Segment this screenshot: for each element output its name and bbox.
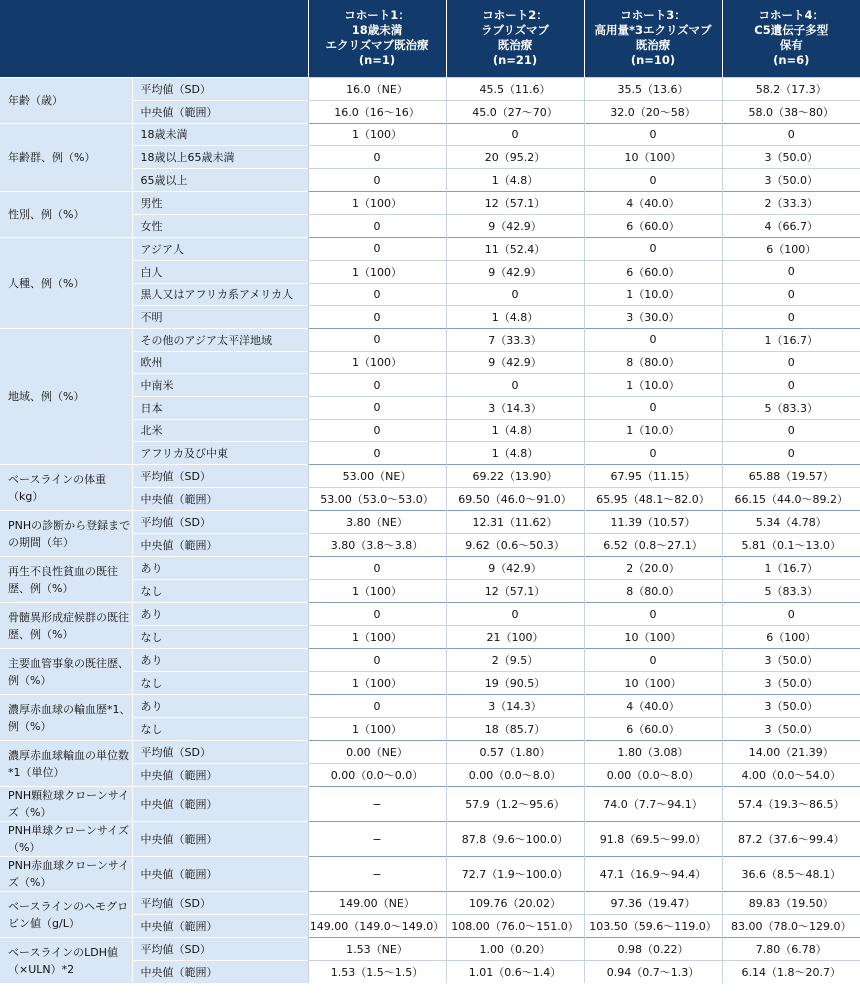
category-label: 人種、例（%）	[0, 238, 132, 329]
header-cohort-1	[308, 0, 446, 77]
value-cell-cohort-2: 69.22（13.90）	[446, 465, 584, 488]
subcategory-label: 平均値（SD）	[132, 465, 308, 488]
value-cell-cohort-1: 1（100）	[308, 351, 446, 374]
subcategory-label: 平均値（SD）	[132, 77, 308, 100]
value-cell-cohort-1: 0	[308, 396, 446, 419]
header-line: 保有	[779, 38, 803, 53]
value-cell-cohort-3: 6（60.0）	[584, 215, 722, 238]
value-cell-cohort-3: 11.39（10.57）	[584, 511, 722, 534]
header-line: 18歳未満	[351, 23, 403, 38]
table-row	[0, 557, 860, 580]
subcategory-label: 女性	[132, 215, 308, 238]
value-cell-cohort-3: 8（80.0）	[584, 580, 722, 603]
value-cell-cohort-1: 1.53（NE）	[308, 938, 446, 961]
value-cell-cohort-2: 108.00（76.0〜151.0）	[446, 915, 584, 938]
value-cell-cohort-2: 69.50（46.0〜91.0）	[446, 488, 584, 511]
category-label: 再生不良性貧血の既往歴、例（%）	[0, 557, 132, 603]
value-cell-cohort-3: 8（80.0）	[584, 351, 722, 374]
subcategory-label: アフリカ及び中東	[132, 442, 308, 465]
value-cell-cohort-2: 0	[446, 283, 584, 306]
header-cohort-3	[584, 0, 722, 77]
value-cell-cohort-4: 1（16.7）	[722, 557, 860, 580]
header-line: コホート4：	[758, 8, 824, 23]
value-cell-cohort-3: 0	[584, 603, 722, 626]
category-label: 骨髄異形成症候群の既往歴、例（%）	[0, 603, 132, 649]
subcategory-label: あり	[132, 557, 308, 580]
subcategory-label: なし	[132, 580, 308, 603]
value-cell-cohort-3: 4（40.0）	[584, 695, 722, 718]
value-cell-cohort-2: 1.01（0.6〜1.4）	[446, 960, 584, 983]
header-line: (n=6)	[773, 53, 810, 68]
value-cell-cohort-2: 1（4.8）	[446, 306, 584, 329]
value-cell-cohort-4: 6.14（1.8〜20.7）	[722, 960, 860, 983]
value-cell-cohort-1: 149.00（149.0〜149.0）	[308, 915, 446, 938]
value-cell-cohort-1: 0	[308, 169, 446, 192]
value-cell-cohort-4: 4.00（0.0〜54.0）	[722, 764, 860, 787]
value-cell-cohort-2: 12.31（11.62）	[446, 511, 584, 534]
value-cell-cohort-1: 0	[308, 419, 446, 442]
value-cell-cohort-1: −	[308, 822, 446, 857]
category-label: 年齢（歳）	[0, 77, 132, 123]
subcategory-label: 18歳未満	[132, 123, 308, 146]
value-cell-cohort-3: 0.00（0.0〜8.0）	[584, 764, 722, 787]
subcategory-label: 中央値（範囲）	[132, 960, 308, 983]
subcategory-label: 不明	[132, 306, 308, 329]
value-cell-cohort-1: 0	[308, 215, 446, 238]
value-cell-cohort-3: 0	[584, 329, 722, 352]
value-cell-cohort-1: 0	[308, 329, 446, 352]
value-cell-cohort-3: 97.36（19.47）	[584, 892, 722, 915]
category-label: PNH顆粒球クローンサイズ（%）	[0, 787, 132, 822]
value-cell-cohort-2: 72.7（1.9〜100.0）	[446, 857, 584, 892]
subcategory-label: 男性	[132, 192, 308, 215]
value-cell-cohort-3: 6.52（0.8〜27.1）	[584, 534, 722, 557]
value-cell-cohort-4: 1（16.7）	[722, 329, 860, 352]
value-cell-cohort-1: 16.0（NE）	[308, 77, 446, 100]
subcategory-label: あり	[132, 695, 308, 718]
value-cell-cohort-3: 0.98（0.22）	[584, 938, 722, 961]
header-line: コホート2：	[482, 8, 548, 23]
value-cell-cohort-4: 6（100）	[722, 238, 860, 261]
value-cell-cohort-2: 11（52.4）	[446, 238, 584, 261]
subcategory-label: 中央値（範囲）	[132, 764, 308, 787]
category-label: 年齢群、例（%）	[0, 123, 132, 192]
value-cell-cohort-2: 19（90.5）	[446, 672, 584, 695]
value-cell-cohort-1: 53.00（53.0〜53.0）	[308, 488, 446, 511]
value-cell-cohort-2: 1.00（0.20）	[446, 938, 584, 961]
value-cell-cohort-4: 0	[722, 419, 860, 442]
value-cell-cohort-4: 2（33.3）	[722, 192, 860, 215]
subcategory-label: なし	[132, 718, 308, 741]
value-cell-cohort-1: 53.00（NE）	[308, 465, 446, 488]
subcategory-label: その他のアジア太平洋地域	[132, 329, 308, 352]
value-cell-cohort-4: 0	[722, 603, 860, 626]
subcategory-label: 平均値（SD）	[132, 892, 308, 915]
header-cohort-4	[722, 0, 860, 77]
table-row	[0, 695, 860, 718]
value-cell-cohort-3: 0	[584, 169, 722, 192]
table-row	[0, 123, 860, 146]
value-cell-cohort-4: 3（50.0）	[722, 695, 860, 718]
value-cell-cohort-2: 12（57.1）	[446, 192, 584, 215]
value-cell-cohort-4: 3（50.0）	[722, 649, 860, 672]
value-cell-cohort-4: 87.2（37.6〜99.4）	[722, 822, 860, 857]
value-cell-cohort-1: 1（100）	[308, 192, 446, 215]
value-cell-cohort-3: 0	[584, 442, 722, 465]
value-cell-cohort-3: 1（10.0）	[584, 374, 722, 397]
value-cell-cohort-2: 7（33.3）	[446, 329, 584, 352]
table-row	[0, 741, 860, 764]
subcategory-label: 中央値（範囲）	[132, 534, 308, 557]
subcategory-label: 中央値（範囲）	[132, 488, 308, 511]
value-cell-cohort-3: 91.8（69.5〜99.0）	[584, 822, 722, 857]
subcategory-label: 平均値（SD）	[132, 741, 308, 764]
table-row	[0, 787, 860, 822]
value-cell-cohort-1: 0	[308, 283, 446, 306]
value-cell-cohort-1: 0.00（0.0〜0.0）	[308, 764, 446, 787]
value-cell-cohort-2: 57.9（1.2〜95.6）	[446, 787, 584, 822]
value-cell-cohort-4: 58.2（17.3）	[722, 77, 860, 100]
value-cell-cohort-4: 65.88（19.57）	[722, 465, 860, 488]
subcategory-label: 中南米	[132, 374, 308, 397]
subcategory-label: 中央値（範囲）	[132, 787, 308, 822]
value-cell-cohort-4: 83.00（78.0〜129.0）	[722, 915, 860, 938]
category-label: PNHの診断から登録までの期間（年）	[0, 511, 132, 557]
value-cell-cohort-4: 6（100）	[722, 626, 860, 649]
category-label: 地域、例（%）	[0, 329, 132, 465]
value-cell-cohort-3: 1（10.0）	[584, 283, 722, 306]
value-cell-cohort-1: 0	[308, 374, 446, 397]
subcategory-label: なし	[132, 626, 308, 649]
value-cell-cohort-2: 20（95.2）	[446, 146, 584, 169]
value-cell-cohort-1: 1（100）	[308, 580, 446, 603]
value-cell-cohort-3: 0.94（0.7〜1.3）	[584, 960, 722, 983]
category-label: ベースラインのヘモグロビン値（g/L）	[0, 892, 132, 938]
value-cell-cohort-1: 0	[308, 442, 446, 465]
value-cell-cohort-3: 65.95（48.1〜82.0）	[584, 488, 722, 511]
header-cohort-2	[446, 0, 584, 77]
table-row	[0, 603, 860, 626]
header-blank-cell	[0, 0, 308, 77]
value-cell-cohort-3: 1（10.0）	[584, 419, 722, 442]
value-cell-cohort-2: 1（4.8）	[446, 169, 584, 192]
value-cell-cohort-1: 3.80（3.8〜3.8）	[308, 534, 446, 557]
value-cell-cohort-2: 45.5（11.6）	[446, 77, 584, 100]
category-label: PNH単球クローンサイズ（%）	[0, 822, 132, 857]
subcategory-label: 中央値（範囲）	[132, 857, 308, 892]
category-label: 主要血管事象の既往歴、例（%）	[0, 649, 132, 695]
value-cell-cohort-2: 0	[446, 603, 584, 626]
value-cell-cohort-2: 3（14.3）	[446, 396, 584, 419]
value-cell-cohort-2: 1（4.8）	[446, 442, 584, 465]
category-label: 濃厚赤血球の輸血歴*1、例（%）	[0, 695, 132, 741]
value-cell-cohort-4: 0	[722, 351, 860, 374]
value-cell-cohort-2: 87.8（9.6〜100.0）	[446, 822, 584, 857]
value-cell-cohort-2: 9（42.9）	[446, 215, 584, 238]
value-cell-cohort-1: 0	[308, 557, 446, 580]
value-cell-cohort-1: 0	[308, 306, 446, 329]
subcategory-label: あり	[132, 649, 308, 672]
value-cell-cohort-4: 5（83.3）	[722, 580, 860, 603]
subcategory-label: 平均値（SD）	[132, 938, 308, 961]
subcategory-label: 黒人又はアフリカ系アメリカ人	[132, 283, 308, 306]
value-cell-cohort-1: 0.00（NE）	[308, 741, 446, 764]
table-row	[0, 938, 860, 961]
value-cell-cohort-1: 16.0（16〜16）	[308, 100, 446, 123]
value-cell-cohort-2: 0.57（1.80）	[446, 741, 584, 764]
value-cell-cohort-3: 32.0（20〜58）	[584, 100, 722, 123]
subcategory-label: 中央値（範囲）	[132, 915, 308, 938]
value-cell-cohort-3: 0	[584, 123, 722, 146]
value-cell-cohort-2: 3（14.3）	[446, 695, 584, 718]
value-cell-cohort-3: 3（30.0）	[584, 306, 722, 329]
value-cell-cohort-3: 0	[584, 238, 722, 261]
table-row	[0, 649, 860, 672]
category-label: ベースラインのLDH値（×ULN）*2	[0, 938, 132, 984]
value-cell-cohort-1: −	[308, 787, 446, 822]
value-cell-cohort-2: 18（85.7）	[446, 718, 584, 741]
value-cell-cohort-2: 45.0（27〜70）	[446, 100, 584, 123]
value-cell-cohort-4: 5.34（4.78）	[722, 511, 860, 534]
header-line: (n=21)	[492, 53, 538, 68]
subcategory-label: 中央値（範囲）	[132, 822, 308, 857]
value-cell-cohort-4: 0	[722, 374, 860, 397]
table-row	[0, 511, 860, 534]
value-cell-cohort-2: 0	[446, 374, 584, 397]
subcategory-label: 18歳以上65歳未満	[132, 146, 308, 169]
subcategory-label: 白人	[132, 260, 308, 283]
value-cell-cohort-3: 6（60.0）	[584, 260, 722, 283]
value-cell-cohort-3: 67.95（11.15）	[584, 465, 722, 488]
value-cell-cohort-4: 58.0（38〜80）	[722, 100, 860, 123]
category-label: PNH赤血球クローンサイズ（%）	[0, 857, 132, 892]
value-cell-cohort-4: 57.4（19.3〜86.5）	[722, 787, 860, 822]
value-cell-cohort-3: 10（100）	[584, 626, 722, 649]
value-cell-cohort-1: 1（100）	[308, 626, 446, 649]
value-cell-cohort-4: 5（83.3）	[722, 396, 860, 419]
value-cell-cohort-2: 12（57.1）	[446, 580, 584, 603]
table-row	[0, 77, 860, 100]
value-cell-cohort-1: 1（100）	[308, 260, 446, 283]
category-label: 性別、例（%）	[0, 192, 132, 238]
value-cell-cohort-4: 14.00（21.39）	[722, 741, 860, 764]
value-cell-cohort-1: 149.00（NE）	[308, 892, 446, 915]
value-cell-cohort-2: 1（4.8）	[446, 419, 584, 442]
value-cell-cohort-1: 0	[308, 649, 446, 672]
value-cell-cohort-4: 0	[722, 442, 860, 465]
header-line: (n=10)	[630, 53, 676, 68]
value-cell-cohort-4: 89.83（19.50）	[722, 892, 860, 915]
value-cell-cohort-1: 1（100）	[308, 672, 446, 695]
value-cell-cohort-3: 10（100）	[584, 146, 722, 169]
value-cell-cohort-1: −	[308, 857, 446, 892]
value-cell-cohort-3: 1.80（3.08）	[584, 741, 722, 764]
value-cell-cohort-4: 5.81（0.1〜13.0）	[722, 534, 860, 557]
subcategory-label: 中央値（範囲）	[132, 100, 308, 123]
value-cell-cohort-3: 74.0（7.7〜94.1）	[584, 787, 722, 822]
subcategory-label: 65歳以上	[132, 169, 308, 192]
value-cell-cohort-4: 3（50.0）	[722, 672, 860, 695]
header-line: エクリズマブ既治療	[325, 38, 429, 53]
value-cell-cohort-2: 2（9.5）	[446, 649, 584, 672]
value-cell-cohort-1: 0	[308, 146, 446, 169]
value-cell-cohort-4: 7.80（6.78）	[722, 938, 860, 961]
value-cell-cohort-3: 4（40.0）	[584, 192, 722, 215]
table-row	[0, 465, 860, 488]
subcategory-label: 日本	[132, 396, 308, 419]
value-cell-cohort-1: 0	[308, 603, 446, 626]
value-cell-cohort-4: 66.15（44.0〜89.2）	[722, 488, 860, 511]
value-cell-cohort-1: 1（100）	[308, 718, 446, 741]
value-cell-cohort-2: 9（42.9）	[446, 557, 584, 580]
value-cell-cohort-3: 10（100）	[584, 672, 722, 695]
header-line: 高用量*3エクリズマブ	[594, 23, 712, 38]
value-cell-cohort-4: 3（50.0）	[722, 169, 860, 192]
value-cell-cohort-3: 0	[584, 649, 722, 672]
value-cell-cohort-4: 0	[722, 260, 860, 283]
value-cell-cohort-4: 3（50.0）	[722, 146, 860, 169]
subcategory-label: なし	[132, 672, 308, 695]
category-label: 濃厚赤血球輸血の単位数*1（単位）	[0, 741, 132, 787]
header-line: (n=1)	[358, 53, 396, 68]
value-cell-cohort-4: 36.6（8.5〜48.1）	[722, 857, 860, 892]
value-cell-cohort-1: 1.53（1.5〜1.5）	[308, 960, 446, 983]
header-line: 既治療	[497, 38, 533, 53]
table-row	[0, 892, 860, 915]
value-cell-cohort-2: 0.00（0.0〜8.0）	[446, 764, 584, 787]
header-line: C5遺伝子多型	[754, 23, 829, 38]
value-cell-cohort-3: 6（60.0）	[584, 718, 722, 741]
header-row	[0, 0, 860, 77]
subcategory-label: あり	[132, 603, 308, 626]
header-line: コホート3：	[620, 8, 686, 23]
value-cell-cohort-1: 0	[308, 238, 446, 261]
value-cell-cohort-2: 9.62（0.6〜50.3）	[446, 534, 584, 557]
subcategory-label: アジア人	[132, 238, 308, 261]
value-cell-cohort-2: 9（42.9）	[446, 260, 584, 283]
value-cell-cohort-4: 0	[722, 283, 860, 306]
header-line: コホート1：	[344, 8, 410, 23]
value-cell-cohort-3: 47.1（16.9〜94.4）	[584, 857, 722, 892]
table-row	[0, 238, 860, 261]
value-cell-cohort-3: 2（20.0）	[584, 557, 722, 580]
value-cell-cohort-4: 3（50.0）	[722, 718, 860, 741]
value-cell-cohort-2: 21（100）	[446, 626, 584, 649]
value-cell-cohort-3: 0	[584, 396, 722, 419]
value-cell-cohort-3: 103.50（59.6〜119.0）	[584, 915, 722, 938]
value-cell-cohort-2: 109.76（20.02）	[446, 892, 584, 915]
header-line: 既治療	[635, 38, 671, 53]
value-cell-cohort-2: 0	[446, 123, 584, 146]
value-cell-cohort-1: 1（100）	[308, 123, 446, 146]
table-row	[0, 857, 860, 892]
table-row	[0, 329, 860, 352]
value-cell-cohort-3: 35.5（13.6）	[584, 77, 722, 100]
value-cell-cohort-2: 9（42.9）	[446, 351, 584, 374]
value-cell-cohort-1: 3.80（NE）	[308, 511, 446, 534]
subcategory-label: 欧州	[132, 351, 308, 374]
value-cell-cohort-4: 0	[722, 306, 860, 329]
value-cell-cohort-1: 0	[308, 695, 446, 718]
value-cell-cohort-4: 0	[722, 123, 860, 146]
subcategory-label: 平均値（SD）	[132, 511, 308, 534]
category-label: ベースラインの体重（kg）	[0, 465, 132, 511]
table-row	[0, 192, 860, 215]
table-row	[0, 822, 860, 857]
header-line: ラブリズマブ	[480, 23, 550, 38]
subcategory-label: 北米	[132, 419, 308, 442]
value-cell-cohort-4: 4（66.7）	[722, 215, 860, 238]
